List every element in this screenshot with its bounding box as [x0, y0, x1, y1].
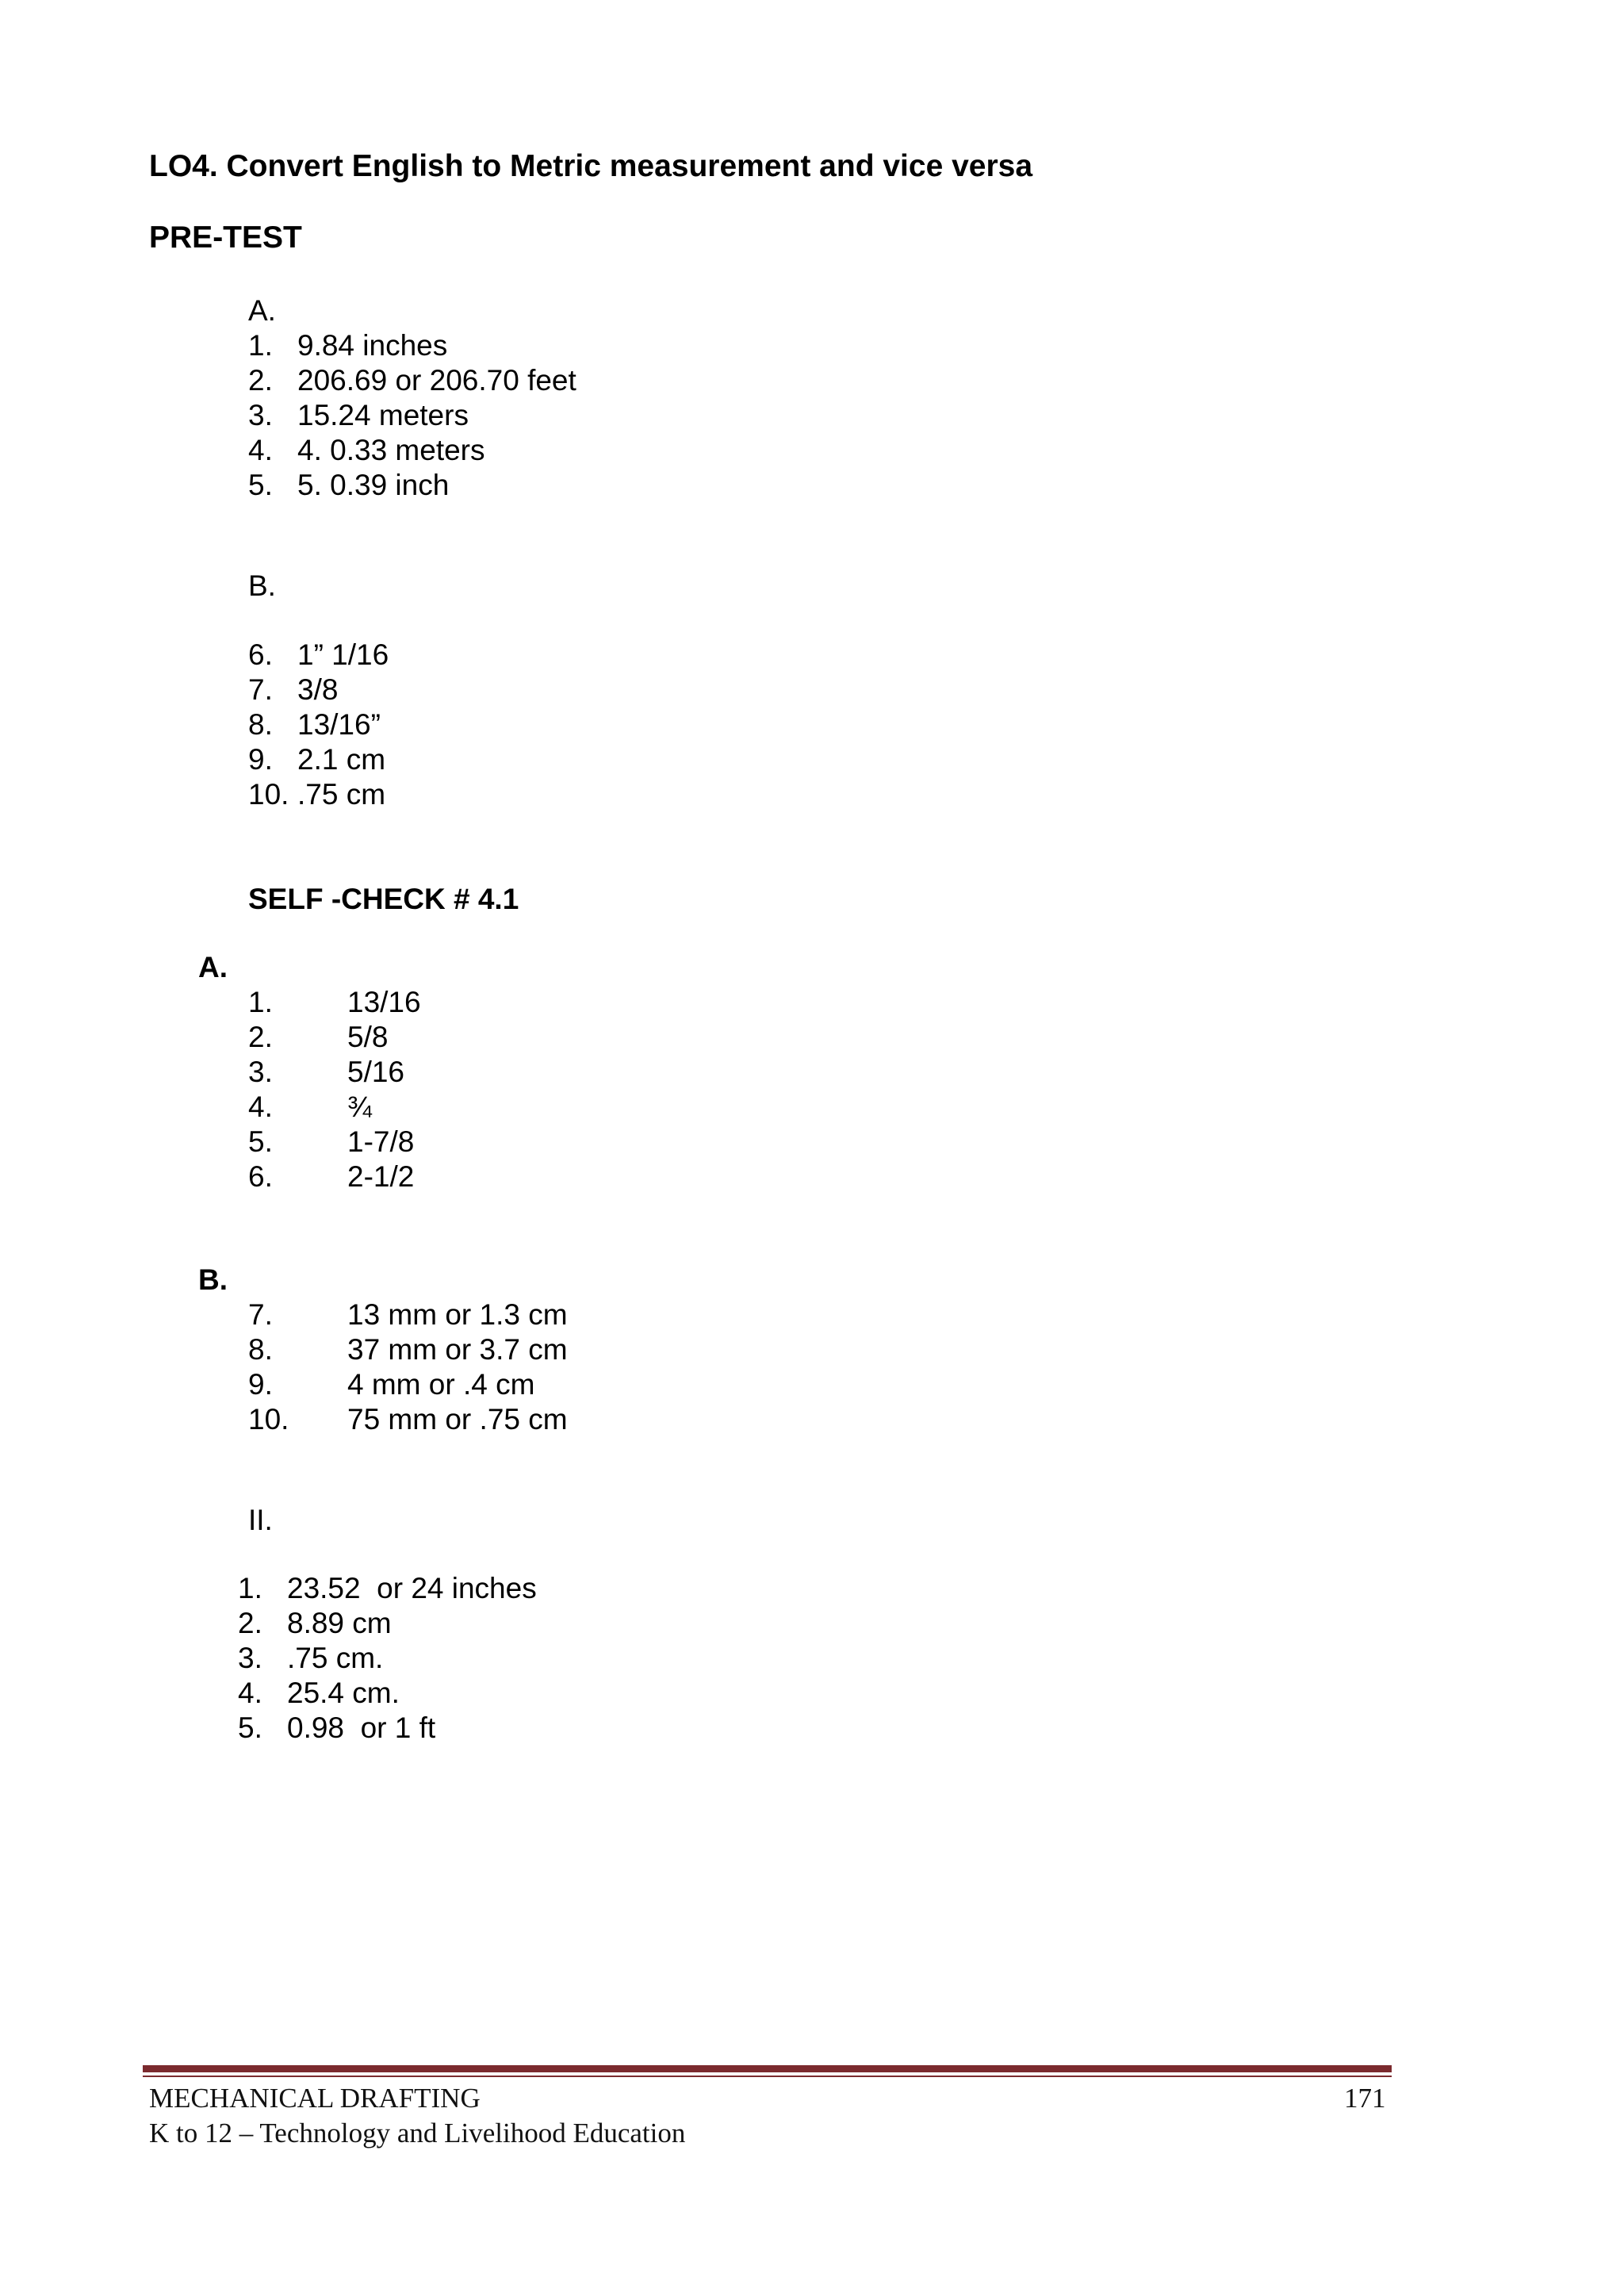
item-text: 13/16 [347, 986, 421, 1018]
item-number: 2. [248, 1021, 273, 1053]
item-number: 1. [248, 986, 273, 1018]
selfcheck-section-a-label: A. [198, 951, 228, 983]
item-number: 6. [248, 638, 273, 671]
selfcheck-section-ii-label: II. [248, 1504, 273, 1536]
page-number: 171 [1344, 2083, 1386, 2114]
footer-rule-thick [143, 2065, 1392, 2072]
item-text: 2.1 cm [297, 743, 386, 776]
item-text: 0.98 or 1 ft [287, 1711, 436, 1744]
item-number: 2. [238, 1607, 262, 1639]
item-number: 2. [248, 364, 273, 397]
item-number: 10. [248, 778, 289, 811]
item-number: 7. [248, 1298, 273, 1331]
item-number: 6. [248, 1160, 273, 1193]
item-text: 4 mm or .4 cm [347, 1368, 535, 1401]
item-text: 75 mm or .75 cm [347, 1403, 568, 1435]
item-number: 5. [248, 1125, 273, 1158]
item-number: 4. [238, 1677, 262, 1709]
footer-program: K to 12 – Technology and Livelihood Education [149, 2118, 686, 2148]
item-number: 3. [248, 1056, 273, 1088]
item-text: 13 mm or 1.3 cm [347, 1298, 568, 1331]
item-text: 1-7/8 [347, 1125, 415, 1158]
item-number: 1. [248, 329, 273, 362]
item-text: 23.52 or 24 inches [287, 1572, 537, 1604]
item-number: 3. [248, 399, 273, 431]
item-text: 5. 0.39 inch [297, 469, 450, 501]
item-number: 3. [238, 1642, 262, 1674]
item-number: 8. [248, 708, 273, 741]
item-number: 5. [248, 469, 273, 501]
item-text: 5/16 [347, 1056, 405, 1088]
page-heading: LO4. Convert English to Metric measurement and vice versa [149, 149, 1033, 183]
item-number: 7. [248, 673, 273, 706]
item-text: 206.69 or 206.70 feet [297, 364, 576, 397]
item-text: 13/16” [297, 708, 381, 741]
item-number: 8. [248, 1333, 273, 1366]
item-text: 8.89 cm [287, 1607, 392, 1639]
item-text: 3/8 [297, 673, 339, 706]
footer-subject: MECHANICAL DRAFTING [149, 2083, 481, 2114]
pretest-section-a-label: A. [248, 294, 276, 327]
item-number: 4. [248, 434, 273, 466]
item-text: 5/8 [347, 1021, 389, 1053]
item-number: 10. [248, 1403, 289, 1435]
item-text: .75 cm. [287, 1642, 384, 1674]
selfcheck-section-b-label: B. [198, 1263, 228, 1296]
item-number: 4. [248, 1091, 273, 1123]
item-text: 9.84 inches [297, 329, 448, 362]
pretest-section-b-label: B. [248, 569, 276, 602]
item-text: 1” 1/16 [297, 638, 389, 671]
item-text: 37 mm or 3.7 cm [347, 1333, 568, 1366]
item-text: 4. 0.33 meters [297, 434, 485, 466]
item-text: ¾ [347, 1091, 372, 1123]
item-text: 15.24 meters [297, 399, 469, 431]
item-number: 9. [248, 743, 273, 776]
footer-rule-thin [143, 2076, 1392, 2077]
pretest-title: PRE-TEST [149, 220, 302, 255]
item-number: 5. [238, 1711, 262, 1744]
item-text: 25.4 cm. [287, 1677, 400, 1709]
item-text: 2-1/2 [347, 1160, 415, 1193]
item-number: 1. [238, 1572, 262, 1604]
item-text: .75 cm [297, 778, 386, 811]
selfcheck-title: SELF -CHECK # 4.1 [248, 883, 519, 915]
item-number: 9. [248, 1368, 273, 1401]
